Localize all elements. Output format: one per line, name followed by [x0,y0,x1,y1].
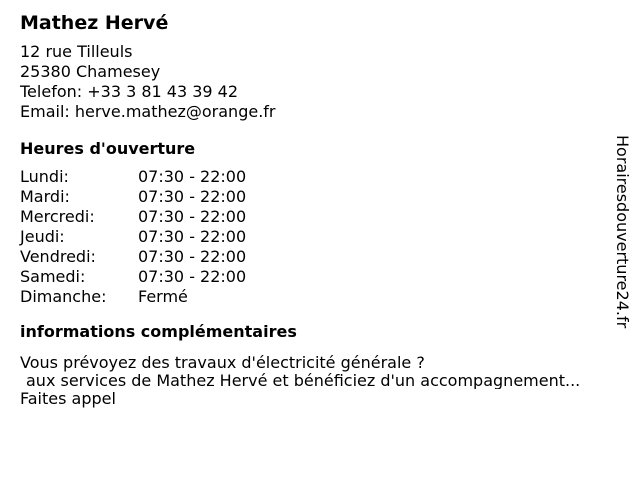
address-block [20,42,610,122]
hours-row-dimanche [20,287,610,307]
info-line-1: Vous prévoyez des travaux d'électricité générale ? [20,353,425,372]
hours-table [20,167,610,307]
hours-time: 07:30 - 22:00 [138,247,247,266]
hours-row-lundi [20,167,610,187]
hours-heading: Heures d'ouverture [20,139,196,158]
business-card [20,10,610,408]
hours-row-vendredi [20,247,610,267]
hours-row-mercredi [20,207,610,227]
info-block [20,353,610,408]
hours-day: Lundi: [20,167,69,186]
info-line-3: Faites appel [20,389,116,408]
site-watermark: Horairesdouverture24.fr [613,135,632,329]
hours-day: Jeudi: [20,227,65,246]
hours-row-samedi [20,267,610,287]
hours-row-jeudi [20,227,610,247]
hours-time: 07:30 - 22:00 [138,227,247,246]
hours-day: Mardi: [20,187,70,206]
info-heading: informations complémentaires [20,322,297,341]
info-line-2: aux services de Mathez Hervé et bénéficiez d'un accompagnement... [26,372,581,389]
postal-city: 25380 Chamesey [20,62,161,81]
hours-time: 07:30 - 22:00 [138,207,247,226]
street-address: 12 rue Tilleuls [20,42,133,61]
hours-day: Samedi: [20,267,86,286]
business-name: Mathez Hervé [20,12,169,34]
hours-time: 07:30 - 22:00 [138,187,247,206]
hours-day: Dimanche: [20,287,107,306]
hours-time: Fermé [138,287,188,306]
hours-day: Vendredi: [20,247,96,266]
hours-row-mardi [20,187,610,207]
phone-line: Telefon: +33 3 81 43 39 42 [20,82,239,101]
hours-time: 07:30 - 22:00 [138,267,247,286]
hours-day: Mercredi: [20,207,95,226]
email-line: Email: herve.mathez@orange.fr [20,102,276,121]
hours-time: 07:30 - 22:00 [138,167,247,186]
